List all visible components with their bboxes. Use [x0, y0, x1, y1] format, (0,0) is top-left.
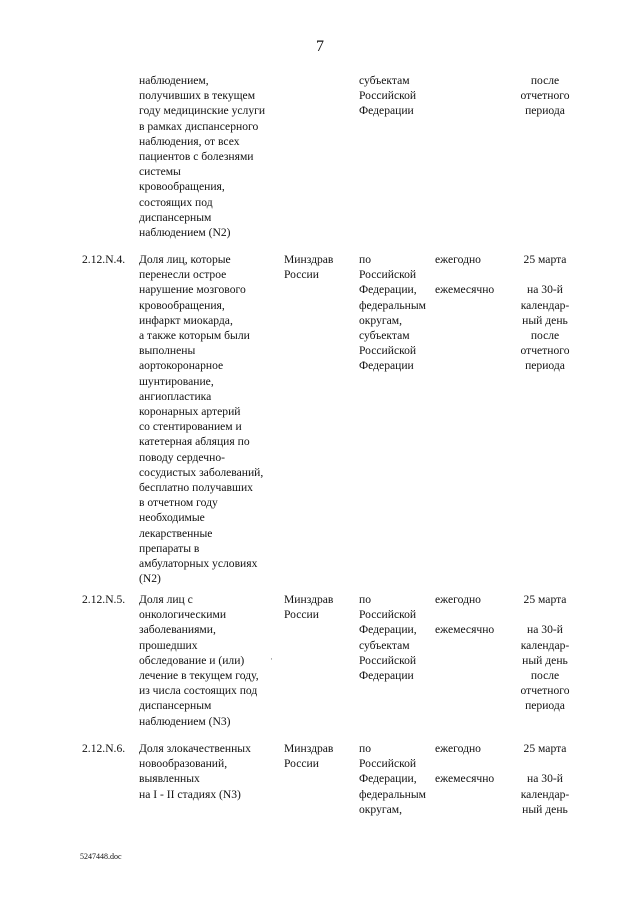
indicator-text-line: наблюдением (N3)	[139, 714, 231, 728]
indicator-text-line: перенесли острое	[139, 268, 227, 282]
row-code: 2.12.N.4.	[82, 253, 126, 266]
indicator-text-line: наблюдением (N2)	[139, 226, 231, 240]
level-text-line: по	[359, 253, 372, 266]
deadline-text	[507, 73, 583, 119]
frequency-text-line	[435, 756, 507, 771]
level-text	[359, 592, 433, 683]
deadline-text-line: периода	[525, 359, 565, 373]
indicator-text-line: состоящих под	[139, 195, 213, 209]
indicator-text-line: со стентированием и	[139, 420, 242, 434]
deadline-text-line: периода	[525, 104, 565, 118]
indicator-text-line: в рамках диспансерного	[139, 119, 259, 133]
indicator-text-line: пациентов с болезнями	[139, 150, 254, 164]
indicator-text-line: (N2)	[139, 572, 161, 586]
indicator-text-line: в отчетном году	[139, 496, 218, 510]
level-text-line: Российской	[359, 344, 417, 358]
deadline-text-line: 25 марта	[523, 253, 567, 266]
responsible-org	[284, 592, 346, 622]
indicator-text-line: из числа состоящих под	[139, 684, 258, 698]
level-text-line: округам,	[359, 802, 403, 816]
stray-mark: ·	[270, 654, 273, 664]
frequency-text-line: ежегодно	[435, 253, 481, 266]
indicator-text-line: выявленных	[139, 772, 200, 786]
deadline-text-line: 25 марта	[523, 742, 567, 755]
level-text	[359, 741, 433, 817]
deadline-text-line: отчетного	[520, 344, 570, 358]
level-text-line: Федерации,	[359, 772, 417, 786]
indicator-text	[139, 252, 279, 586]
level-text-line: федеральным	[359, 298, 426, 312]
indicator-text-line: поводу сердечно-	[139, 450, 225, 464]
responsible-org	[284, 252, 346, 282]
level-text-line: Российской	[359, 608, 417, 622]
level-text-line: по	[359, 742, 372, 755]
deadline-text-line: на 30-й	[527, 772, 563, 786]
level-text-line: федеральным	[359, 787, 426, 801]
deadline-text	[507, 592, 583, 714]
indicator-text-line: препараты в	[139, 541, 200, 555]
level-text-line: Российской	[359, 89, 417, 103]
frequency-text-line: ежегодно	[435, 742, 481, 755]
indicator-text-line: нарушение мозгового	[139, 283, 246, 297]
frequency-text	[435, 592, 507, 638]
indicator-text-line: получивших в текущем	[139, 89, 256, 103]
indicator-text-line: заболеваниями,	[139, 623, 216, 637]
level-text-line: Федерации	[359, 359, 414, 373]
level-text	[359, 73, 433, 119]
deadline-text	[507, 741, 583, 817]
indicator-text-line: амбулаторных условиях	[139, 557, 258, 571]
level-text-line: Российской	[359, 653, 417, 667]
indicator-text	[139, 592, 279, 729]
indicator-text	[139, 741, 279, 802]
indicator-text-line: Доля злокачественных	[139, 742, 251, 755]
indicator-text-line: кровообращения,	[139, 298, 225, 312]
indicator-text-line: диспансерным	[139, 699, 212, 713]
deadline-text-line: после	[530, 74, 560, 87]
level-text	[359, 252, 433, 374]
deadline-text-line	[507, 607, 583, 622]
indicator-text-line: сосудистых заболеваний,	[139, 465, 264, 479]
deadline-text-line: на 30-й	[527, 623, 563, 637]
indicator-text-line: на I - II стадиях (N3)	[139, 787, 241, 801]
indicator-text-line: бесплатно получавших	[139, 481, 253, 495]
level-text-line: Федерации,	[359, 283, 417, 297]
responsible-org-line: России	[284, 757, 319, 771]
indicator-text-line: году медицинские услуги	[139, 104, 266, 118]
level-text-line: по	[359, 593, 372, 606]
responsible-org-line: Минздрав	[284, 593, 334, 606]
indicator-text-line: новообразований,	[139, 757, 228, 771]
page-number: 7	[316, 38, 324, 55]
level-text-line: Федерации	[359, 669, 414, 683]
indicator-text	[139, 73, 279, 240]
responsible-org-line: России	[284, 608, 319, 622]
footer-filename: 5247448.doc	[80, 852, 122, 861]
indicator-text-line: а также которым были	[139, 329, 250, 343]
level-text-line: Федерации	[359, 104, 414, 118]
indicator-text-line: прошедших	[139, 638, 198, 652]
responsible-org-line: Минздрав	[284, 253, 334, 266]
indicator-text-line: необходимые	[139, 511, 205, 525]
indicator-text-line: Доля лиц с	[139, 593, 193, 606]
frequency-text	[435, 741, 507, 787]
deadline-text-line: ный день	[522, 313, 568, 327]
indicator-text-line: ангиопластика	[139, 389, 212, 403]
deadline-text-line: после	[530, 669, 560, 683]
responsible-org	[284, 741, 346, 771]
deadline-text-line: ный день	[522, 653, 568, 667]
row-code: 2.12.N.5.	[82, 593, 126, 606]
indicator-text-line: диспансерным	[139, 210, 212, 224]
deadline-text-line: 25 марта	[523, 593, 567, 606]
frequency-text-line: ежемесячно	[435, 623, 495, 637]
deadline-text-line	[507, 756, 583, 771]
indicator-text-line: онкологическими	[139, 608, 227, 622]
deadline-text-line: периода	[525, 699, 565, 713]
indicator-text-line: наблюдения, от всех	[139, 134, 240, 148]
deadline-text-line: календар-	[520, 638, 570, 652]
deadline-text-line: отчетного	[520, 89, 570, 103]
responsible-org-line: России	[284, 268, 319, 282]
indicator-text-line: кровообращения,	[139, 180, 225, 194]
frequency-text-line: ежегодно	[435, 593, 481, 606]
level-text-line: Федерации,	[359, 623, 417, 637]
row-code: 2.12.N.6.	[82, 742, 126, 755]
frequency-text-line: ежемесячно	[435, 772, 495, 786]
indicator-text-line: инфаркт миокарда,	[139, 313, 233, 327]
indicator-text-line: наблюдением,	[139, 74, 209, 87]
level-text-line: субъектам	[359, 74, 410, 87]
indicator-text-line: лечение в текущем году,	[139, 669, 259, 683]
level-text-line: Российской	[359, 268, 417, 282]
indicator-text-line: шунтирование,	[139, 374, 214, 388]
indicator-text-line: выполнены	[139, 344, 196, 358]
level-text-line: Российской	[359, 757, 417, 771]
deadline-text-line: календар-	[520, 298, 570, 312]
indicator-text-line: лекарственные	[139, 526, 213, 540]
deadline-text	[507, 252, 583, 374]
frequency-text-line	[435, 607, 507, 622]
indicator-text-line: катетерная абляция по	[139, 435, 250, 449]
frequency-text-line	[435, 267, 507, 282]
level-text-line: субъектам	[359, 329, 410, 343]
level-text-line: субъектам	[359, 638, 410, 652]
deadline-text-line: календар-	[520, 787, 570, 801]
deadline-text-line: на 30-й	[527, 283, 563, 297]
indicator-text-line: Доля лиц, которые	[139, 253, 231, 266]
indicator-text-line: аортокоронарное	[139, 359, 224, 373]
indicator-text-line: коронарных артерий	[139, 405, 241, 419]
deadline-text-line: ный день	[522, 802, 568, 816]
frequency-text-line: ежемесячно	[435, 283, 495, 297]
deadline-text-line: после	[530, 329, 560, 343]
responsible-org-line: Минздрав	[284, 742, 334, 755]
deadline-text-line	[507, 267, 583, 282]
indicator-text-line: системы	[139, 165, 181, 179]
frequency-text	[435, 252, 507, 298]
deadline-text-line: отчетного	[520, 684, 570, 698]
indicator-text-line: обследование и (или)	[139, 653, 245, 667]
level-text-line: округам,	[359, 313, 403, 327]
